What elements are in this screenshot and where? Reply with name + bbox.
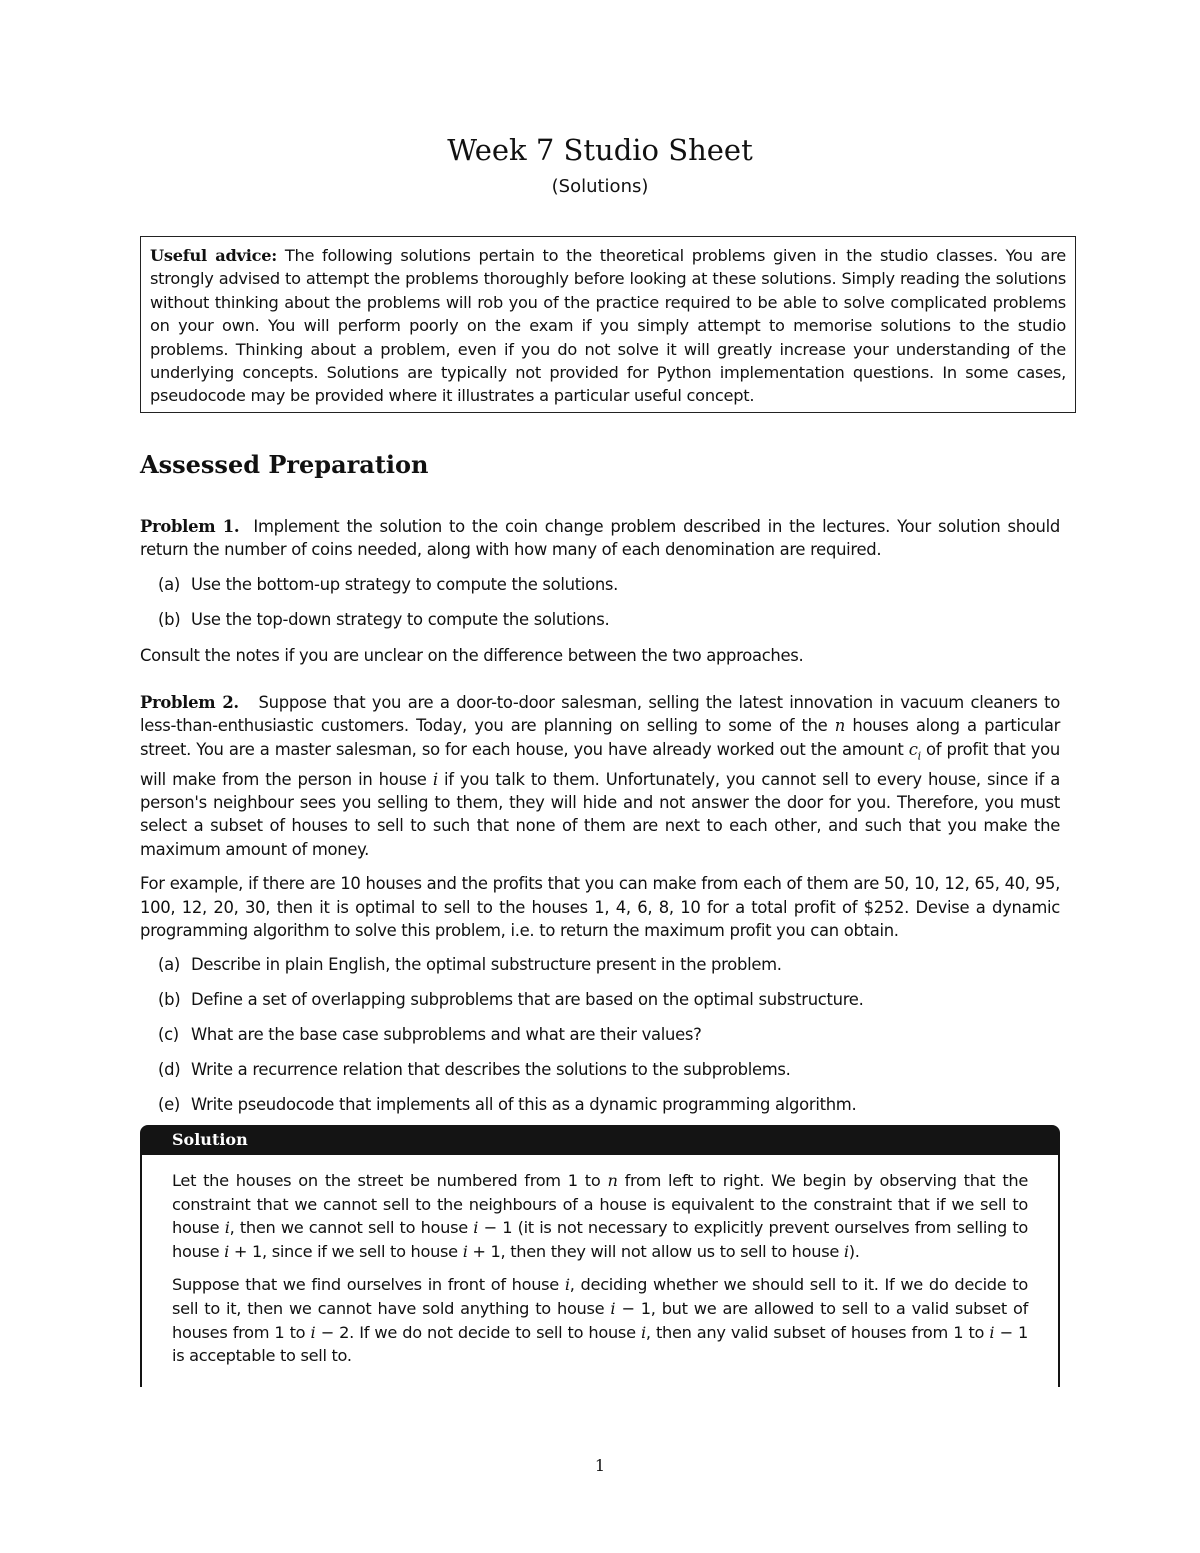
solution-box xyxy=(140,1125,1060,1387)
list-item xyxy=(140,573,1060,596)
list-item xyxy=(140,953,1060,976)
solution-text: , then we cannot sell to house xyxy=(229,1218,474,1238)
math-var xyxy=(908,739,921,763)
math-var: i xyxy=(224,1218,230,1238)
math-var: n xyxy=(834,716,846,736)
math-var: i xyxy=(432,769,438,789)
solution-border-right xyxy=(1058,1155,1060,1387)
list-item xyxy=(140,1023,1060,1046)
problem-2-text: of profit that you will make from the person in house xyxy=(140,739,1060,789)
solution-heading: Solution xyxy=(172,1130,248,1149)
solution-text: Let the houses on the street be numbered from 1 to xyxy=(172,1171,608,1190)
section-heading: Assessed Preparation xyxy=(140,450,429,479)
solution-text: − 1, but we are allowed to sell to a valid subset of houses from 1 to xyxy=(172,1298,1028,1342)
page-number: 1 xyxy=(594,1456,606,1475)
solution-text: Suppose that we find ourselves in front of house xyxy=(172,1275,565,1295)
solution-text: , then any valid subset of houses from 1 to xyxy=(645,1322,990,1342)
math-subscript: i xyxy=(917,749,921,763)
solution-text: + 1, since if we sell to house xyxy=(229,1241,463,1261)
item-text: Use the bottom-up strategy to compute the solutions. xyxy=(191,574,619,594)
page-title: Week 7 Studio Sheet xyxy=(447,133,753,167)
math-var: i xyxy=(564,1275,570,1295)
item-text: Use the top-down strategy to compute the solutions. xyxy=(191,610,610,630)
item-text: Describe in plain English, the optimal substructure present in the problem. xyxy=(191,955,782,975)
problem-1-text: Implement the solution to the coin change problem described in the lectures. Your solution should return the number of coins needed, along with how many of each denomination are required. xyxy=(140,517,1061,560)
solution-text: − 1 (it is not necessary to explicitly prevent ourselves from selling to house xyxy=(172,1218,1028,1261)
problem-2 xyxy=(140,691,1060,1116)
problem-1-items xyxy=(140,573,1060,632)
solution-text: , deciding whether we should sell to it. If we do decide to sell to it, then we cannot have sold anything to house xyxy=(172,1275,1028,1318)
math-var: n xyxy=(607,1171,618,1190)
problem-1 xyxy=(140,515,1060,667)
math-var: i xyxy=(610,1298,616,1318)
math-var: i xyxy=(843,1241,849,1261)
item-text: Write a recurrence relation that describes the solutions to the subproblems. xyxy=(191,1060,791,1080)
advice-label: Useful advice: xyxy=(150,246,277,265)
math-var: i xyxy=(640,1322,646,1342)
solution-border-left xyxy=(140,1155,142,1387)
math-var: i xyxy=(473,1218,479,1238)
solution-text: + 1, then they will not allow us to sell to house xyxy=(467,1241,844,1261)
solution-paragraph xyxy=(172,1273,1028,1367)
list-item xyxy=(140,988,1060,1011)
solution-body xyxy=(172,1169,1028,1378)
problem-2-label: Problem 2. xyxy=(140,693,239,712)
solution-text: − 2. If we do not decide to sell to house xyxy=(315,1322,641,1342)
solution-paragraph xyxy=(172,1169,1028,1263)
math-var: i xyxy=(310,1322,316,1342)
item-label: (e) xyxy=(158,1094,180,1114)
advice-text: The following solutions pertain to the theoretical problems given in the studio classes. You are strongly advised to attempt the problems thoroughly before looking at these solutions. Simply reading the solutions without thinking about the problems will rob you of the practice required to be able to solve complicated problems on your own. You will perform poorly on the exam if you simply attempt to memorise solutions to the studio problems. Thinking about a problem, even if you do not solve it will greatly increase your understanding of the underlying concepts. Solutions are typically not provided for Python implementation questions. In some cases, pseudocode may be provided where it illustrates a particular useful concept. xyxy=(150,246,1066,406)
list-item xyxy=(140,1058,1060,1081)
item-label: (a) xyxy=(158,955,180,975)
math-var: c xyxy=(908,739,918,759)
problem-1-label: Problem 1. xyxy=(140,517,240,536)
math-var: i xyxy=(224,1241,230,1261)
list-item xyxy=(140,608,1060,631)
item-label: (a) xyxy=(158,574,180,594)
problem-1-note: Consult the notes if you are unclear on the difference between the two approaches. xyxy=(140,645,804,665)
item-text: Define a set of overlapping subproblems that are based on the optimal substructure. xyxy=(191,990,864,1010)
advice-box xyxy=(140,236,1076,413)
problem-2-text: Suppose that you are a door-to-door salesman, selling the latest innovation in vacuum cleaners to less-than-enthusiastic customers. Today, you are planning on selling to some of the xyxy=(140,693,1061,736)
problem-2-text: if you talk to them. Unfortunately, you cannot sell to every house, since if a person's neighbour sees you selling to them, they will hide and not answer the door for you. Therefore, you must select a subset of houses to sell to such that none of them are next to each other, and such that you make the maximum amount of money. xyxy=(140,769,1060,859)
solution-text: − 1 is acceptable to sell to. xyxy=(172,1322,1028,1366)
page-subtitle: (Solutions) xyxy=(551,176,649,197)
item-text: What are the base case subproblems and what are their values? xyxy=(191,1025,702,1045)
item-text: Write pseudocode that implements all of this as a dynamic programming algorithm. xyxy=(191,1094,857,1114)
problem-2-statement xyxy=(140,691,1060,861)
item-label: (d) xyxy=(158,1060,181,1080)
math-var: i xyxy=(989,1322,995,1342)
problem-1-statement xyxy=(140,515,1060,562)
solution-text: ). xyxy=(848,1241,860,1261)
problem-2-items xyxy=(140,953,1060,1116)
item-label: (b) xyxy=(158,610,181,630)
item-label: (c) xyxy=(158,1025,179,1045)
item-label: (b) xyxy=(158,990,181,1010)
problem-2-example: For example, if there are 10 houses and the profits that you can make from each of them are 50, 10, 12, 65, 40, 95, 100, 12, 20, 30, then it is optimal to sell to the houses 1, 4, 6, 8, 10 for a total profit of $252. Devise a dynamic programming algorithm to solve this problem, i.e. to return the maximum profit you can obtain. xyxy=(140,874,1060,940)
problem-2-text: houses along a particular street. You are a master salesman, so for each house, you have already worked out the amount xyxy=(140,716,1061,759)
list-item xyxy=(140,1093,1060,1116)
solution-header xyxy=(140,1125,1060,1155)
solution-text: from left to right. We begin by observing that the constraint that we cannot sell to the neighbours of a house is equivalent to the constraint that if we sell to house xyxy=(172,1171,1028,1238)
math-var: i xyxy=(462,1241,468,1261)
